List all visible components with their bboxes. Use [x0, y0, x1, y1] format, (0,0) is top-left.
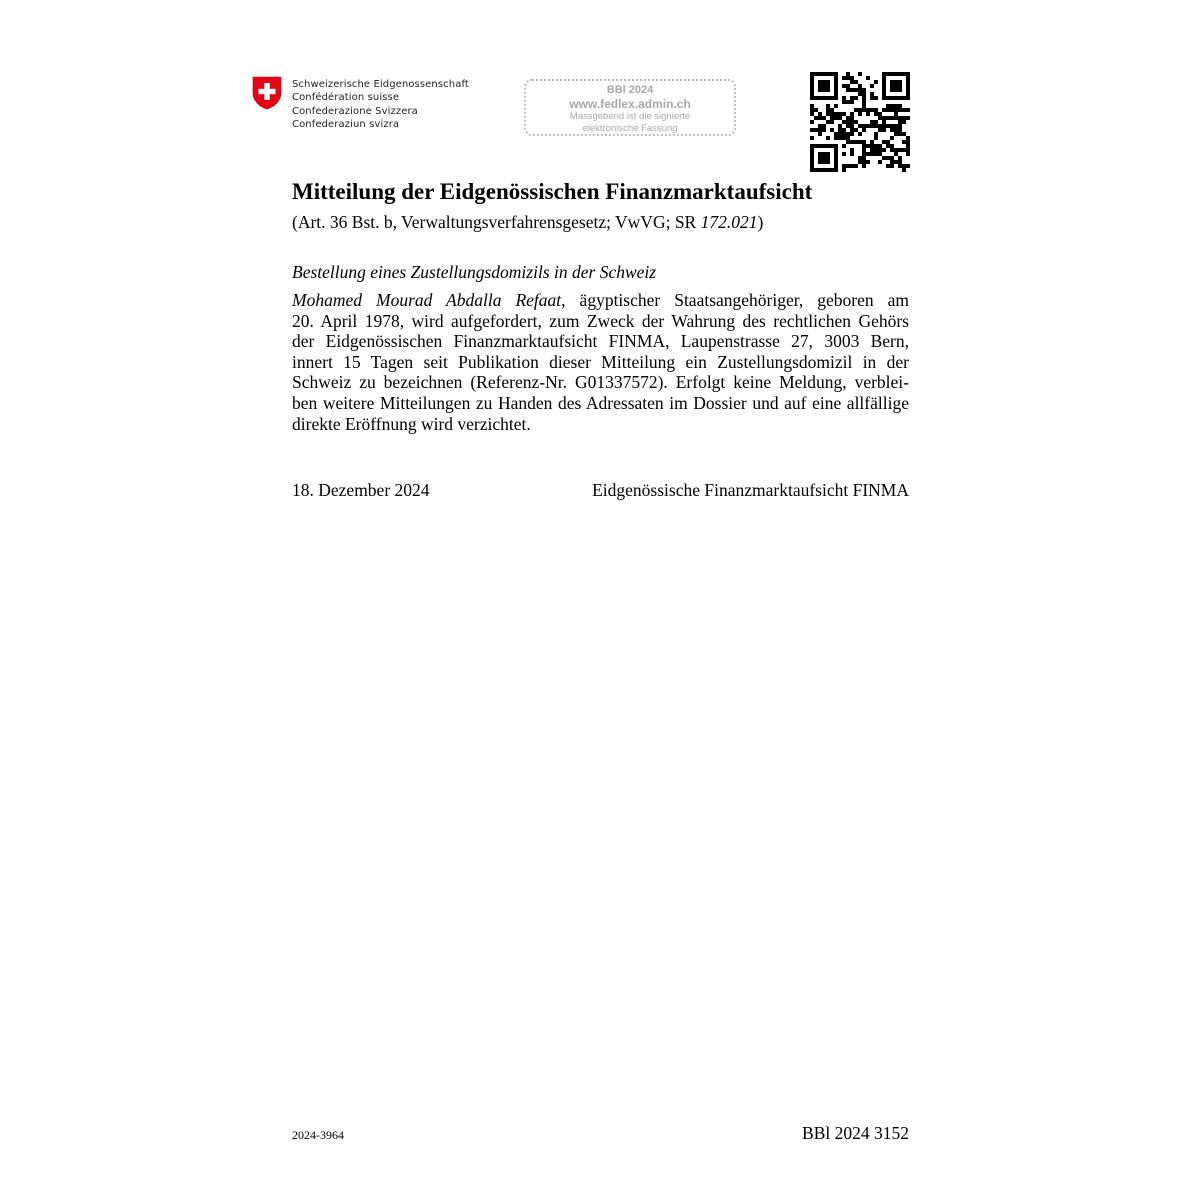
body-line: ben weitere Mitteilungen zu Handen des Adressaten im Dossier und auf eine allfällige — [292, 392, 909, 413]
addressee-name: Mohamed Mourad Abdalla Refaat — [292, 290, 562, 310]
stamp-line-1: BBl 2024 — [606, 84, 654, 96]
swiss-crest-icon — [252, 76, 282, 110]
stamp-line-3: Massgebend ist die signierte — [569, 111, 691, 122]
body-line: 20. April 1978, wird aufgefordert, zum Zweck der Wahrung des rechtlichen Gehörs — [292, 310, 909, 331]
authority-line-it: Confederazione Svizzera — [292, 105, 418, 117]
legal-basis — [292, 212, 763, 233]
notice-body — [292, 290, 909, 434]
body-line: Schweiz zu bezeichnen (Referenz-Nr. G01337572). Erfolgt keine Meldung, verblei- — [292, 372, 909, 393]
body-line: direkte Eröffnung wird verzichtet. — [292, 413, 531, 434]
issuing-authority — [292, 78, 469, 132]
qr-code-icon — [810, 72, 910, 172]
document-number: 2024-3964 — [292, 1128, 344, 1142]
authority-line-rm: Confederaziun svizra — [292, 119, 400, 131]
body-line-text: , ägyptischer Staatsangehöriger, geboren am — [561, 290, 910, 310]
body-line: der Eidgenössischen Finanzmarktaufsicht FINMA, Laupenstrasse 27, 3003 Bern, — [292, 331, 909, 352]
sr-number: 172.021 — [700, 212, 758, 232]
bbl-page-reference: BBl 2024 3152 — [802, 1123, 909, 1143]
authority-line-de: Schweizerische Eidgenossenschaft — [292, 79, 469, 90]
publication-stamp — [524, 79, 736, 136]
publication-date: 18. Dezember 2024 — [292, 480, 430, 500]
authority-line-fr: Confédération suisse — [292, 92, 400, 104]
body-line — [292, 290, 909, 311]
stamp-url: www.fedlex.admin.ch — [569, 97, 691, 111]
section-heading: Bestellung eines Zustellungsdomizils in der Schweiz — [292, 262, 657, 282]
body-line: innert 15 Tagen seit Publikation dieser Mitteilung ein Zustellungsdomizil in der — [292, 351, 909, 372]
document-title: Mitteilung der Eidgenössischen Finanzmarktaufsicht — [292, 179, 813, 204]
signing-authority: Eidgenössische Finanzmarktaufsicht FINMA — [592, 480, 909, 500]
stamp-line-4: elektronische Fassung — [582, 122, 678, 134]
legal-basis-text: (Art. 36 Bst. b, Verwaltungsverfahrensgesetz; VwVG; SR — [292, 212, 701, 232]
legal-basis-close: ) — [757, 212, 764, 232]
